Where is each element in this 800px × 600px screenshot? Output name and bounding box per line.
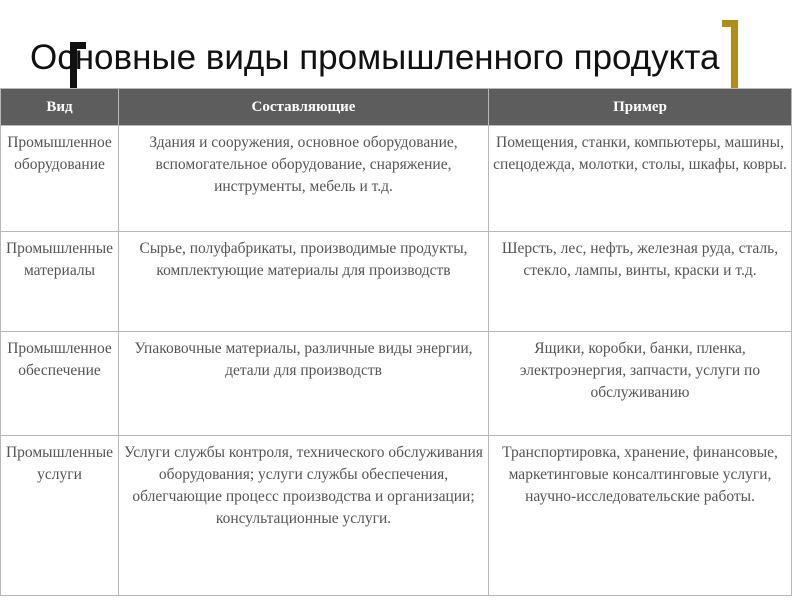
cell-example: Ящики, коробки, банки, пленка, электроэнергия, запчасти, услуги по обслуживанию — [489, 332, 792, 436]
cell-components: Услуги службы контроля, технического обслуживания оборудования; услуги службы обеспечения, облегчающие процесс производства и организации; консультационные услуги. — [119, 436, 489, 596]
cell-example: Шерсть, лес, нефть, железная руда, сталь, стекло, лампы, винты, краски и т.д. — [489, 232, 792, 332]
product-types-table — [0, 88, 792, 596]
table-row — [1, 232, 792, 332]
cell-kind: Промышленные материалы — [1, 232, 119, 332]
cell-components: Упаковочные материалы, различные виды энергии, детали для производств — [119, 332, 489, 436]
column-header-kind: Вид — [1, 89, 119, 126]
cell-kind: Промышленное обеспечение — [1, 332, 119, 436]
cell-kind: Промышленные услуги — [1, 436, 119, 596]
column-header-example: Пример — [489, 89, 792, 126]
cell-kind: Промышленное оборудование — [1, 126, 119, 232]
table-row — [1, 332, 792, 436]
table-row — [1, 436, 792, 596]
cell-example: Транспортировка, хранение, финансовые, маркетинговые консалтинговые услуги, научно-исследовательские работы. — [489, 436, 792, 596]
cell-components: Сырье, полуфабрикаты, производимые продукты, комплектующие материалы для производств — [119, 232, 489, 332]
cell-example: Помещения, станки, компьютеры, машины, спецодежда, молотки, столы, шкафы, ковры. — [489, 126, 792, 232]
slide-title: Основные виды промышленного продукта — [30, 38, 720, 77]
column-header-components: Составляющие — [119, 89, 489, 126]
table-row — [1, 126, 792, 232]
table-header-row — [1, 89, 792, 126]
cell-components: Здания и сооружения, основное оборудование, вспомогательное оборудование, снаряжение, инструменты, мебель и т.д. — [119, 126, 489, 232]
